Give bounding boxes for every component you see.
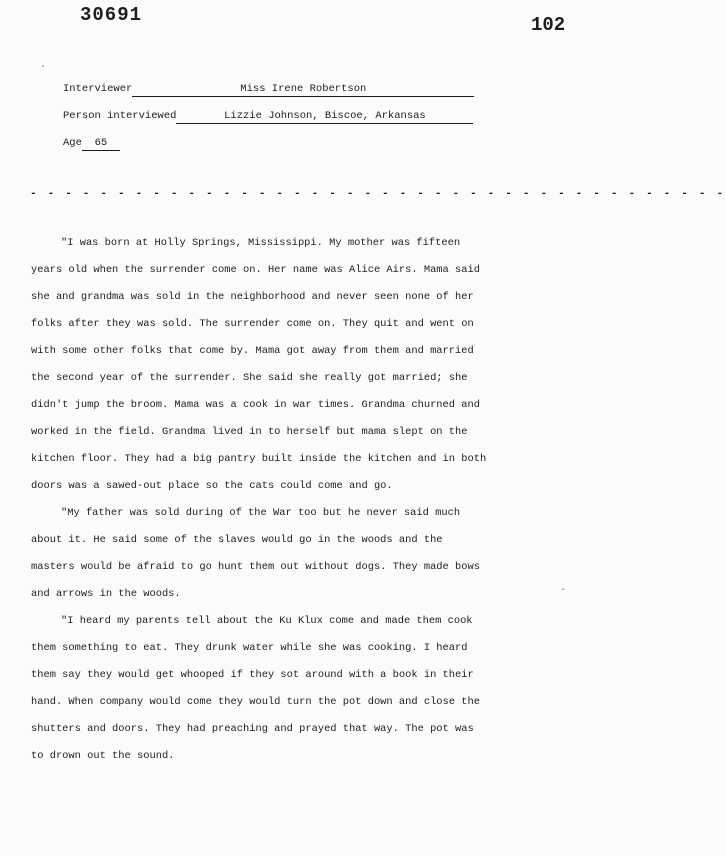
interviewer-label: Interviewer: [63, 83, 133, 95]
age-label: Age: [63, 137, 82, 149]
paper-mark: -: [560, 585, 567, 596]
text-line: folks after they was sold. The surrender come on. They quit and went on: [31, 318, 474, 330]
text-line: with some other folks that come by. Mama got away from them and married: [31, 345, 474, 357]
text-line: them something to eat. They drunk water while she was cooking. I heard: [31, 642, 468, 654]
interviewer-value: Miss Irene Robertson: [132, 83, 474, 97]
text-line: "I was born at Holly Springs, Mississippi. My mother was fifteen: [61, 237, 461, 249]
interview-fields: [63, 83, 474, 164]
text-line: hand. When company would come they would turn the pot down and close the: [31, 696, 480, 708]
separator-line: - - - - - - - - - - - - - - - - - - - - - - - - - - - - - - - - - - - - - - - -: [30, 188, 725, 200]
person-interviewed-row: [63, 110, 474, 137]
text-line: about it. He said some of the slaves would go in the woods and the: [31, 534, 443, 546]
person-interviewed-label: Person interviewed: [63, 110, 177, 122]
text-line: and arrows in the woods.: [31, 588, 181, 600]
text-line: doors was a sawed-out place so the cats could come and go.: [31, 480, 393, 492]
text-line: the second year of the surrender. She said she really got married; she: [31, 372, 468, 384]
page-number: 102: [531, 14, 566, 36]
text-line: "My father was sold during of the War too but he never said much: [61, 507, 461, 519]
file-number: 30691: [80, 4, 143, 26]
text-line: shutters and doors. They had preaching and prayed that way. The pot was: [31, 723, 474, 735]
text-line: she and grandma was sold in the neighborhood and never seen none of her: [31, 291, 474, 303]
text-line: kitchen floor. They had a big pantry built inside the kitchen and in both: [31, 453, 487, 465]
text-line: to drown out the sound.: [31, 750, 175, 762]
age-row: [63, 137, 474, 164]
text-line: them say they would get whooped if they sot around with a book in their: [31, 669, 474, 681]
text-line: masters would be afraid to go hunt them out without dogs. They made bows: [31, 561, 480, 573]
text-line: worked in the field. Grandma lived in to herself but mama slept on the: [31, 426, 468, 438]
text-line: didn't jump the broom. Mama was a cook in war times. Grandma churned and: [31, 399, 480, 411]
narrative-text: [31, 230, 531, 770]
interviewer-row: [63, 83, 474, 110]
text-line: years old when the surrender come on. Her name was Alice Airs. Mama said: [31, 264, 480, 276]
paper-mark: ·: [40, 62, 47, 73]
text-line: "I heard my parents tell about the Ku Klux come and made them cook: [61, 615, 473, 627]
age-value: 65: [82, 137, 120, 151]
person-interviewed-value: Lizzie Johnson, Biscoe, Arkansas: [176, 110, 473, 124]
